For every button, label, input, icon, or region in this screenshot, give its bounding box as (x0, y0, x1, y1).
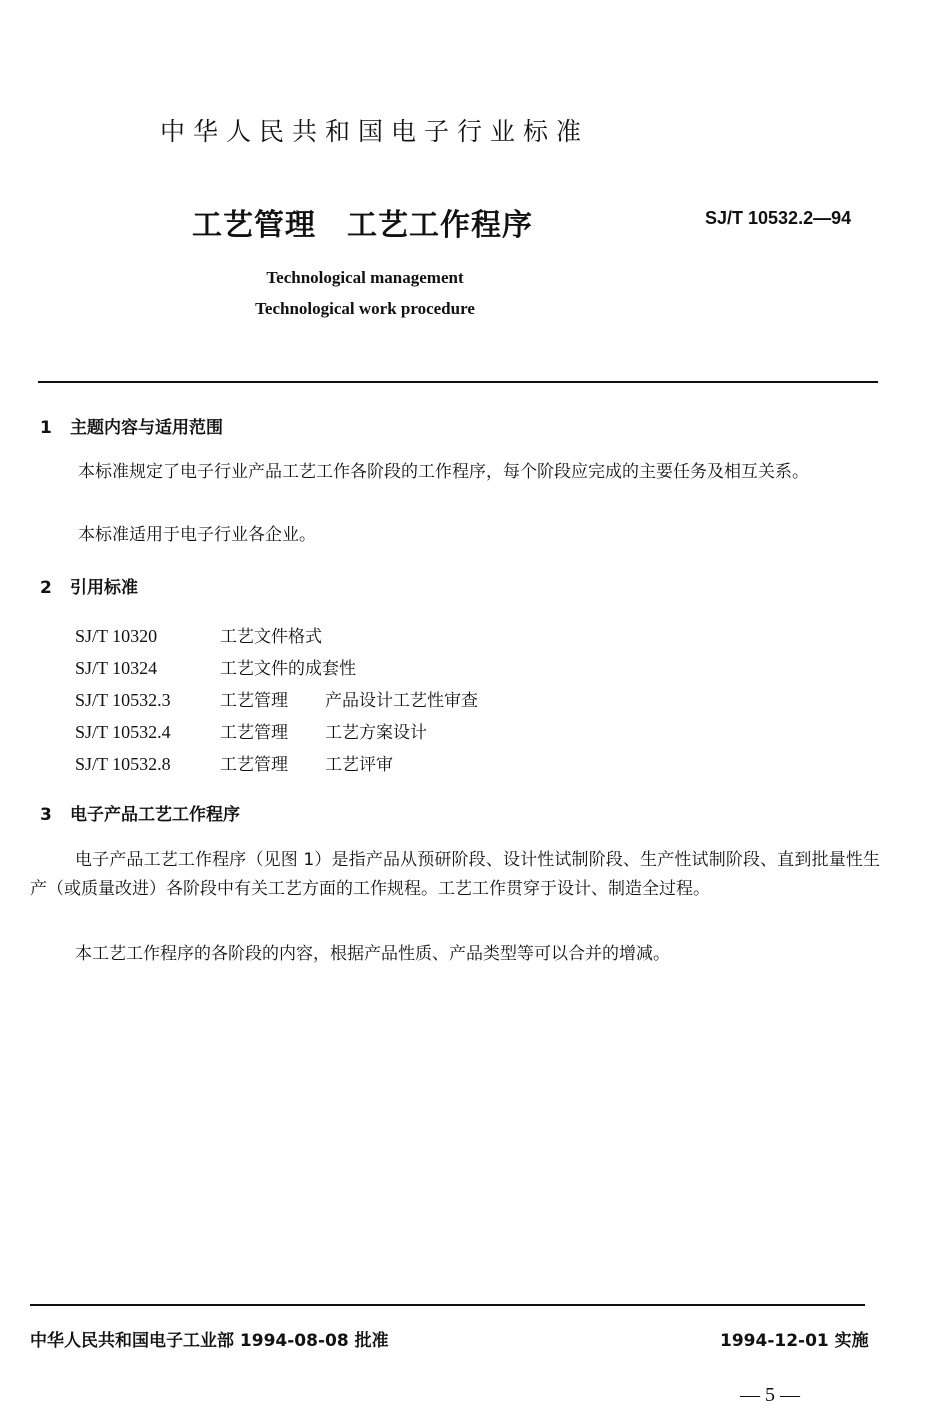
page-number: — 5 — (740, 1384, 800, 1406)
reference-item (75, 654, 356, 679)
reference-title: 工艺文件的成套性 (220, 659, 356, 679)
section-number: 1 (40, 418, 52, 438)
reference-title: 工艺管理 (220, 755, 288, 775)
reference-subtitle: 工艺方案设计 (325, 723, 427, 743)
standard-number: SJ/T 10532.2—94 (705, 208, 852, 228)
reference-code: SJ/T 10320 (75, 626, 158, 646)
document-title-en-line2: Technological work procedure (255, 299, 475, 318)
approval-statement: 中华人民共和国电子工业部 1994-08-08 批准 (30, 1331, 389, 1351)
section-3-paragraph-2: 本工艺工作程序的各阶段的内容，根据产品性质、产品类型等可以合并的增减。 (75, 944, 670, 964)
section-title: 引用标准 (70, 578, 138, 598)
section-3-paragraph-1: 电子产品工艺工作程序（见图 1）是指产品从预研阶段、设计性试制阶段、生产性试制阶段、直到批量性生产（或质量改进）各阶段中有关工艺方面的工作规程。工艺工作贯穿于设计、制造全过程。 (30, 850, 880, 899)
reference-title: 工艺管理 (220, 691, 288, 711)
section-1-paragraph-2: 本标准适用于电子行业各企业。 (78, 525, 316, 545)
reference-code: SJ/T 10532.8 (75, 754, 171, 774)
section-number: 3 (40, 805, 52, 825)
section-title: 主题内容与适用范围 (70, 418, 223, 438)
reference-item (75, 750, 393, 775)
section-3-heading (40, 800, 240, 825)
reference-code: SJ/T 10532.4 (75, 722, 171, 742)
document-title-cn: 工艺管理 工艺工作程序 (192, 208, 533, 243)
reference-subtitle: 工艺评审 (325, 755, 393, 775)
reference-code: SJ/T 10324 (75, 658, 158, 678)
effective-date: 1994-12-01 实施 (720, 1331, 869, 1351)
reference-subtitle: 产品设计工艺性审查 (325, 691, 478, 711)
footer-divider (30, 1304, 865, 1306)
header-divider (38, 381, 878, 383)
document-title-en-line1: Technological management (266, 268, 464, 287)
reference-item (75, 718, 427, 743)
reference-title: 工艺文件格式 (220, 627, 322, 647)
document-issuer-header: 中华人民共和国电子行业标准 (160, 117, 590, 146)
section-number: 2 (40, 578, 52, 598)
reference-code: SJ/T 10532.3 (75, 690, 171, 710)
section-1-heading (40, 413, 223, 438)
reference-item (75, 622, 325, 647)
section-2-heading (40, 573, 138, 598)
section-1-paragraph-1: 本标准规定了电子行业产品工艺工作各阶段的工作程序，每个阶段应完成的主要任务及相互关系。 (78, 462, 809, 482)
reference-title: 工艺管理 (220, 723, 288, 743)
section-title: 电子产品工艺工作程序 (70, 805, 240, 825)
reference-item (75, 686, 478, 711)
